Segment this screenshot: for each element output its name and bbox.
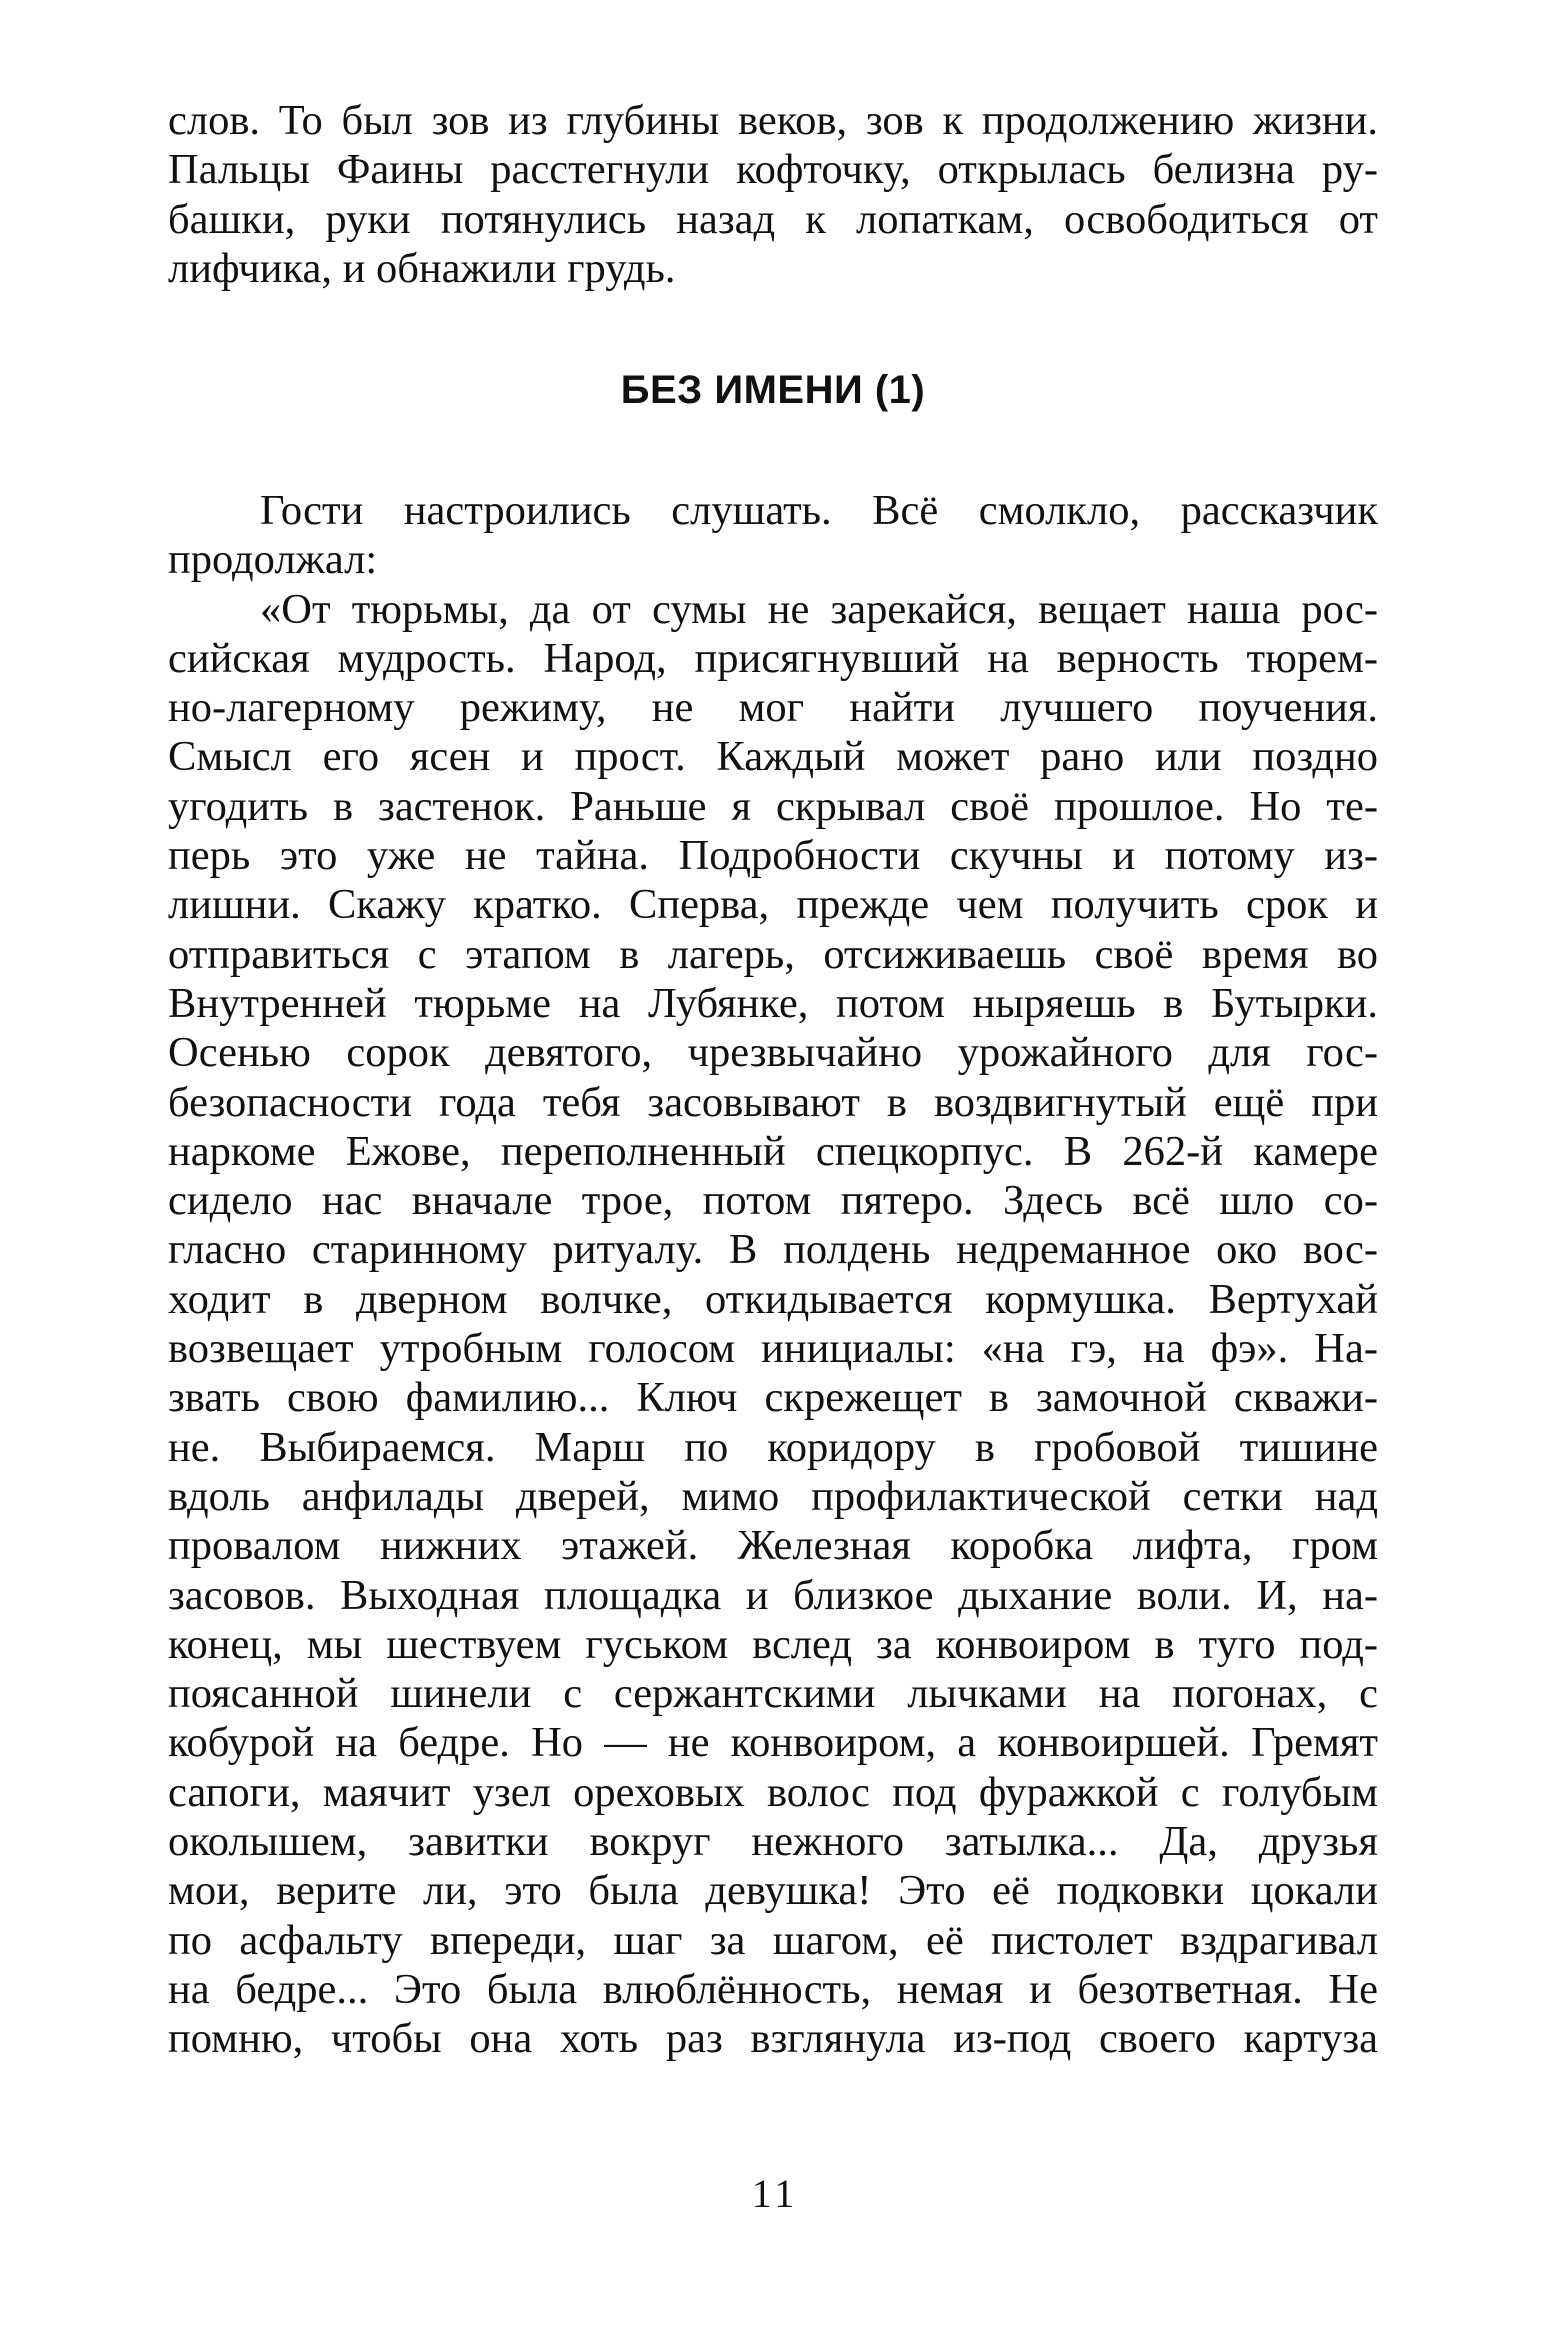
text-line: поясанной шинели с сержантскими лычками на погонах, с	[168, 1670, 1378, 1718]
text-line: лишни. Скажу кратко. Сперва, прежде чем получить срок и	[168, 881, 1378, 929]
text-line: отправиться с этапом в лагерь, отсиживаешь своё время во	[168, 930, 1378, 978]
text-line: башки, руки потянулись назад к лопаткам, освободиться от	[168, 195, 1378, 243]
text-line: продолжал:	[168, 536, 378, 584]
text-line: не. Выбираемся. Марш по коридору в гробовой тишине	[168, 1423, 1378, 1471]
text-line: провалом нижних этажей. Железная коробка лифта, гром	[168, 1522, 1378, 1570]
text-line: засовов. Выходная площадка и близкое дыхание воли. И, на-	[168, 1571, 1378, 1619]
text-line: конец, мы шествуем гуськом вслед за конвоиром в туго под-	[168, 1620, 1378, 1668]
text-line: кобурой на бедре. Но — не конвоиром, а конвоиршей. Гремят	[168, 1719, 1378, 1767]
text-line: Осенью сорок девятого, чрезвычайно урожайного для гос-	[168, 1029, 1378, 1077]
page-number: 11	[751, 2171, 799, 2216]
text-line: Пальцы Фаины расстегнули кофточку, открылась белизна ру-	[168, 146, 1378, 194]
text-line: на бедре... Это была влюблённость, немая и безответная. Не	[168, 1965, 1378, 2013]
chapter-title: БЕЗ ИМЕНИ (1)	[620, 368, 926, 412]
text-line: сапоги, маячит узел ореховых волос под фуражкой с голубым	[168, 1768, 1378, 1816]
text-line: угодить в застенок. Раньше я скрывал своё прошлое. Но те-	[168, 782, 1378, 830]
text-line: наркоме Ежове, переполненный спецкорпус. В 262-й камере	[168, 1127, 1378, 1175]
text-line: мои, верите ли, это была девушка! Это её подковки цокали	[168, 1867, 1378, 1915]
text-line: но-лагерному режиму, не мог найти лучшего поучения.	[168, 684, 1378, 732]
text-line: Гости настроились слушать. Всё смолкло, рассказчик	[260, 487, 1378, 534]
text-line: Внутренней тюрьме на Лубянке, потом ныряешь в Бутырки.	[168, 979, 1378, 1027]
text-line: по асфальту впереди, шаг за шагом, её пистолет вздрагивал	[168, 1916, 1378, 1964]
paragraph-continuation	[168, 96, 1378, 293]
text-line: перь это уже не тайна. Подробности скучны и потому из-	[168, 832, 1378, 880]
text-line: слов. То был зов из глубины веков, зов к продолжению жизни.	[168, 97, 1378, 144]
text-line: лифчика, и обнажили грудь.	[168, 244, 676, 292]
text-line: возвещает утробным голосом инициалы: «на гэ, на фэ». На-	[168, 1325, 1378, 1373]
text-line: гласно старинному ритуалу. В полдень недреманное око вос-	[168, 1226, 1378, 1274]
text-line: ходит в дверном волчке, откидывается кормушка. Вертухай	[168, 1275, 1378, 1323]
text-line: сидело нас вначале трое, потом пятеро. Здесь всё шло со-	[168, 1177, 1378, 1225]
intro-paragraph	[168, 486, 1378, 585]
main-paragraph	[168, 585, 1378, 2064]
text-line: звать свою фамилию... Ключ скрежещет в замочной скважи-	[168, 1374, 1378, 1422]
text-line: «От тюрьмы, да от сумы не зарекайся, вещает наша рос-	[260, 585, 1378, 633]
chapter-body	[168, 486, 1378, 2064]
text-line: сийская мудрость. Народ, присягнувший на верность тюрем-	[168, 634, 1378, 682]
text-line: безопасности года тебя засовывают в воздвигнутый ещё при	[168, 1078, 1378, 1126]
text-line: вдоль анфилады дверей, мимо профилактической сетки над	[168, 1472, 1378, 1520]
text-line: Смысл его ясен и прост. Каждый может рано или поздно	[168, 733, 1378, 781]
text-line: помню, чтобы она хоть раз взглянула из-под своего картуза	[168, 2015, 1378, 2063]
text-line: околышем, завитки вокруг нежного затылка... Да, друзья	[168, 1818, 1378, 1866]
top-paragraph	[168, 96, 1378, 293]
